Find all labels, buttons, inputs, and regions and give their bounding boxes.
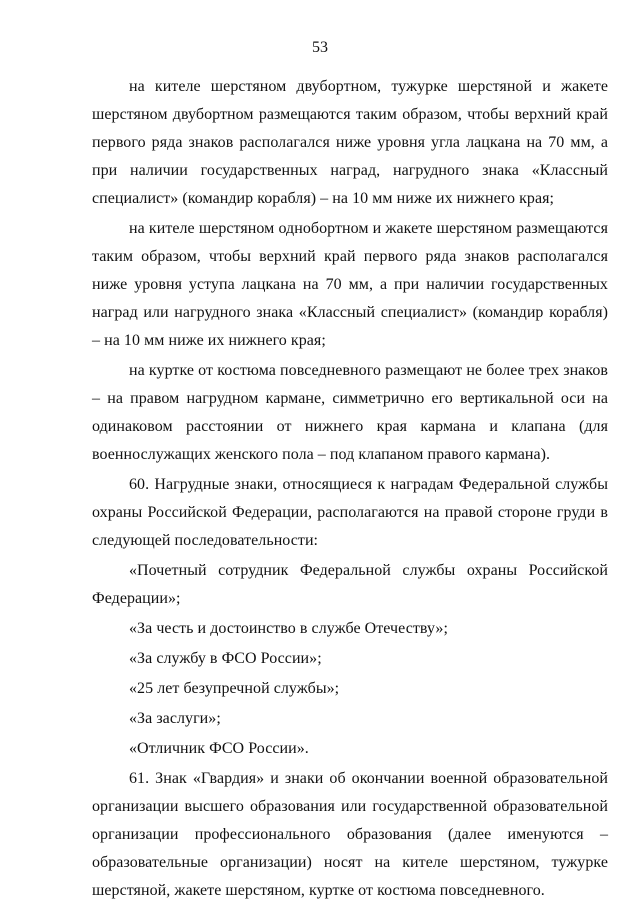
list-item: «Почетный сотрудник Федеральной службы охраны Российской Федерации»; bbox=[92, 562, 608, 607]
page-number: 53 bbox=[312, 39, 328, 56]
document-body bbox=[92, 73, 608, 905]
list-item: «За службу в ФСО России»; bbox=[129, 650, 322, 667]
paragraph-item-60: 60. Нагрудные знаки, относящиеся к наградам Федеральной службы охраны Российской Федерации, располагаются на правой стороне груди в следующей последовательности: bbox=[92, 476, 608, 549]
paragraph-item-61: 61. Знак «Гвардия» и знаки об окончании военной образовательной организации высшего образования или государственной образовательной организации профессионального образования (далее именуются – образовательные организации) носят на кителе шерстяном, тужурке шерстяной, жакете шерстяном, куртке от костюма повседневного. bbox=[92, 770, 608, 899]
paragraph-jacket-double-breasted: на кителе шерстяном двубортном, тужурке шерстяной и жакете шерстяном двубортном размещаются таким образом, чтобы верхний край первого ряда знаков располагался ниже уровня угла лацкана на 70 мм, а при наличии государственных наград, нагрудного знака «Классный специалист» (командир корабля) – на 10 мм ниже их нижнего края; bbox=[92, 78, 608, 207]
list-item: «Отличник ФСО России». bbox=[129, 740, 309, 757]
list-item: «25 лет безупречной службы»; bbox=[129, 680, 340, 697]
list-item: «За заслуги»; bbox=[129, 710, 221, 727]
paragraph-casual-jacket: на куртке от костюма повседневного размещают не более трех знаков – на правом нагрудном кармане, симметрично его вертикальной оси на одинаковом расстоянии от нижнего края кармана и клапана (для военнослужащих женского пола – под клапаном правого кармана). bbox=[92, 362, 608, 463]
paragraph-jacket-single-breasted: на кителе шерстяном однобортном и жакете шерстяном размещаются таким образом, чтобы верхний край первого ряда знаков располагался ниже уровня уступа лацкана на 70 мм, а при наличии государственных наград или нагрудного знака «Классный специалист» (командир корабля) – на 10 мм ниже их нижнего края; bbox=[92, 220, 608, 349]
list-item: «За честь и достоинство в службе Отечеству»; bbox=[129, 620, 448, 637]
